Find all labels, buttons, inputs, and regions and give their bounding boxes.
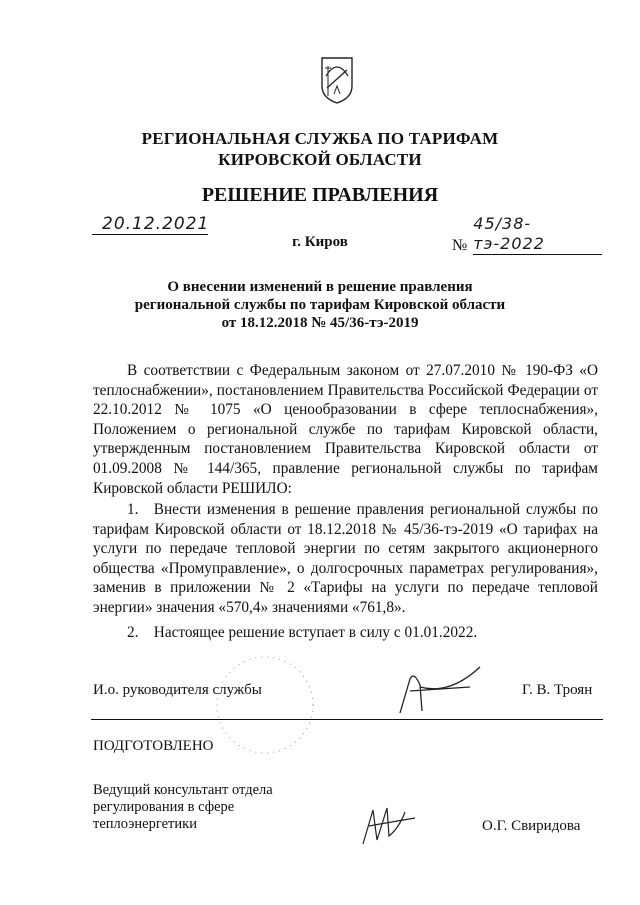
divider: [91, 719, 603, 720]
organization-name-line2: КИРОВСКОЙ ОБЛАСТИ: [218, 150, 422, 169]
subject-line3: от 18.12.2018 № 45/36-тэ-2019: [221, 315, 419, 331]
preparer-title-line1: Ведущий консультант отдела: [93, 782, 273, 798]
prepared-label: ПОДГОТОВЛЕНО: [93, 738, 214, 754]
preparer-name: О.Г. Свиридова: [482, 818, 581, 834]
preparer-title-line3: теплоэнергетики: [93, 816, 197, 832]
city: г. Киров: [292, 234, 348, 250]
intro-paragraph: В соответствии с Федеральным законом от 27.07.2010 № 190-ФЗ «О теплоснабжении», постановлением Правительства Российской Федерации от 22.10.2012 № 1075 «О ценообразовании в сфере теплоснабжения», Положением о региональной службе по тарифам Кировской области, утвержденным постановлением Правительства Кировской области от 01.09.2008 № 144/365, правление региональной службы по тарифам Кировской области РЕШИЛО:: [93, 362, 598, 497]
coat-of-arms: [320, 56, 354, 104]
item-2-paragraph: 2. Настоящее решение вступает в силу с 01.01.2022.: [127, 624, 478, 641]
subject-line1: О внесении изменений в решение правления: [167, 279, 473, 295]
decision-date: 20.12.2021: [92, 214, 208, 235]
decision-title: РЕШЕНИЕ ПРАВЛЕНИЯ: [201, 184, 439, 206]
decision-number: 45/38-тэ-2022: [473, 214, 602, 255]
subject-line2: региональной службы по тарифам Кировской области: [134, 297, 506, 313]
head-signature-mark: [380, 665, 490, 725]
head-name: Г. В. Троян: [522, 682, 593, 698]
kirov-coat-of-arms-icon: [320, 56, 354, 104]
item-1-paragraph: 1. Внести изменения в решение правления региональной службы по тарифам Кировской области от 18.12.2018 № 45/36-тэ-2019 «О тарифах на услуги по передаче тепловой энергии по сетям закрытого акционерного общества «Промуправление», о долгосрочных параметрах регулирования», заменив в приложении № 2 «Тарифы на услуги по передаче тепловой энергии» значения «570,4» значениями «761,8».: [93, 501, 598, 616]
preparer-title-line2: регулирования в сфере: [93, 799, 235, 815]
preparer-signature-mark: [355, 800, 425, 850]
decision-date-field: [92, 214, 208, 235]
head-title: И.о. руководителя службы: [93, 682, 262, 698]
stamp-trace: [210, 650, 320, 760]
organization-name-line1: РЕГИОНАЛЬНАЯ СЛУЖБА ПО ТАРИФАМ: [141, 129, 499, 148]
number-sign: №: [452, 237, 468, 254]
